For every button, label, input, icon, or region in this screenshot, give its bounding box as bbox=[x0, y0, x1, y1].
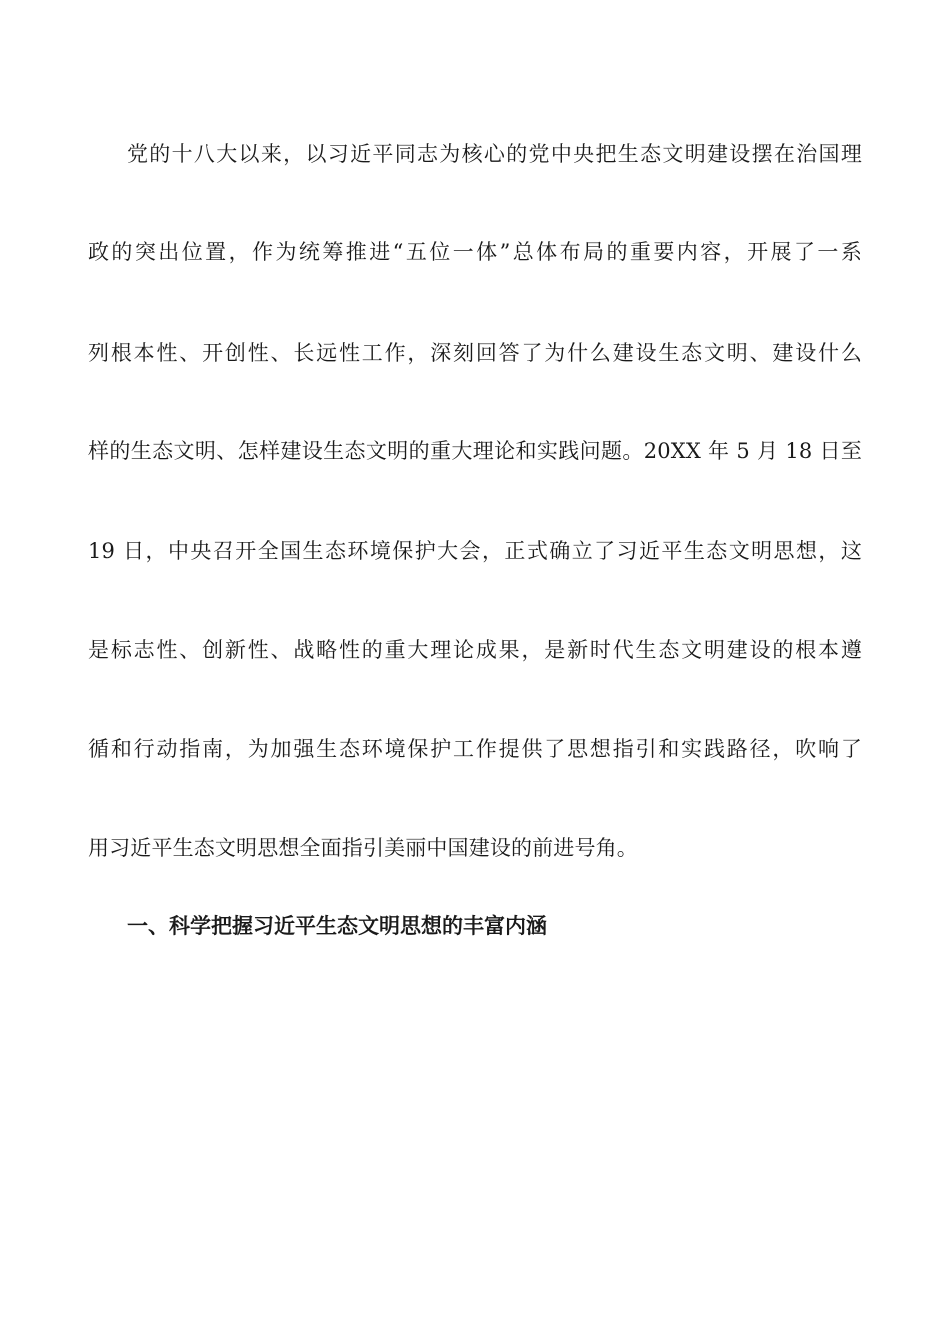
paragraph-line-5: 19 日，中央召开全国生态环境保护大会，正式确立了习近平生态文明思想，这 bbox=[88, 539, 862, 563]
paragraph-line-1: 党的十八大以来，以习近平同志为核心的党中央把生态文明建设摆在治国理 bbox=[127, 142, 862, 166]
paragraph-line-4: 样的生态文明、怎样建设生态文明的重大理论和实践问题。20XX 年 5 月 18 日至 bbox=[88, 439, 862, 463]
paragraph-line-6: 是标志性、创新性、战略性的重大理论成果，是新时代生态文明建设的根本遵 bbox=[88, 638, 862, 662]
section-heading: 一、科学把握习近平生态文明思想的丰富内涵 bbox=[127, 914, 547, 938]
paragraph-line-7: 循和行动指南，为加强生态环境保护工作提供了思想指引和实践路径，吹响了 bbox=[88, 737, 862, 761]
paragraph-line-2: 政的突出位置，作为统筹推进“五位一体”总体布局的重要内容，开展了一系 bbox=[88, 240, 862, 264]
paragraph-line-8: 用习近平生态文明思想全面指引美丽中国建设的前进号角。 bbox=[88, 836, 638, 860]
paragraph-line-3: 列根本性、开创性、长远性工作，深刻回答了为什么建设生态文明、建设什么 bbox=[88, 341, 862, 365]
